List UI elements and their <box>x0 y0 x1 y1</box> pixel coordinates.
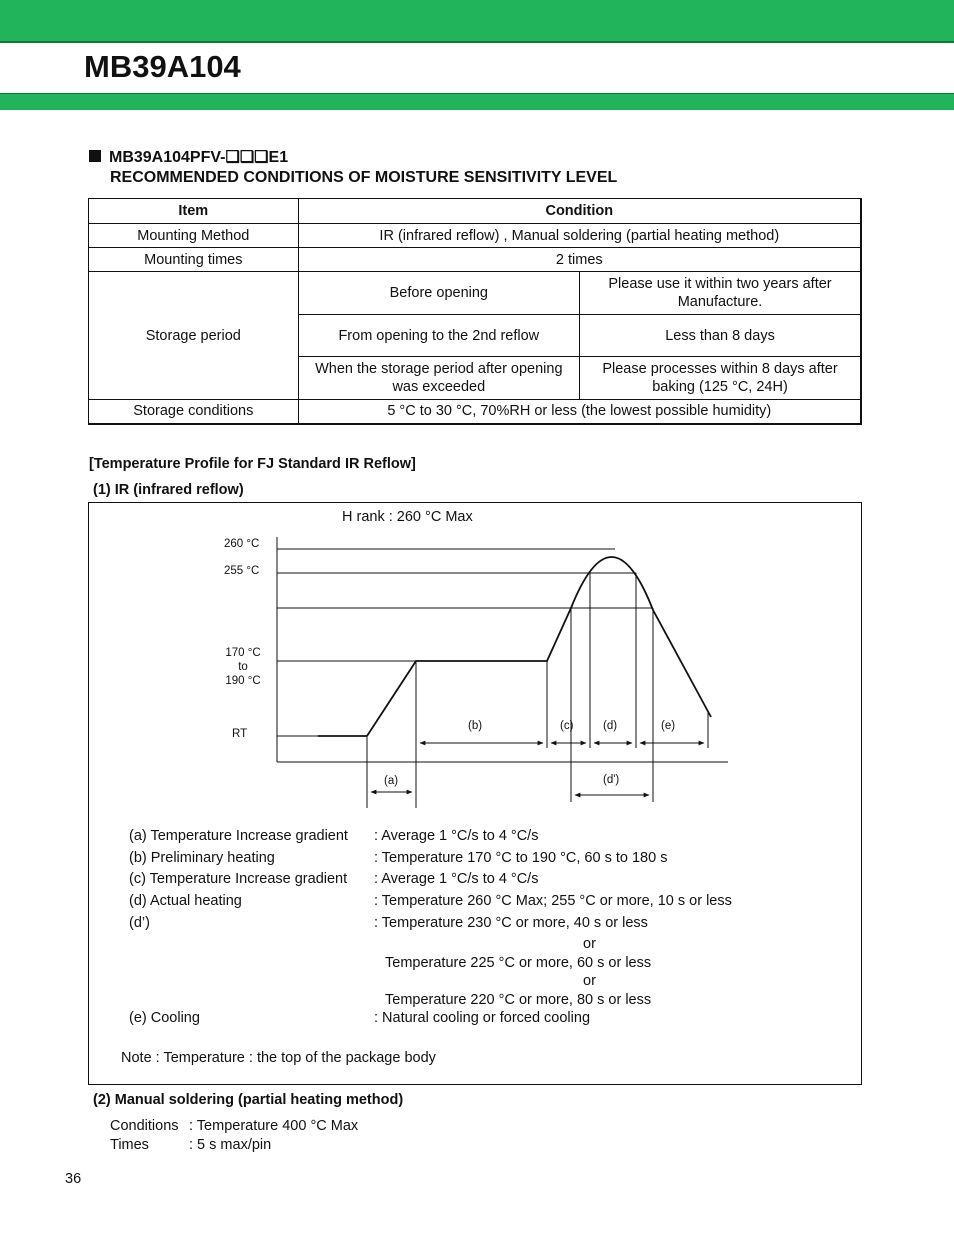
legend-or: or <box>583 973 596 990</box>
y-label-170: 170 °C <box>225 647 261 659</box>
legend-value: : Temperature 170 °C to 190 °C, 60 s to 180 s <box>374 849 668 866</box>
document-title: MB39A104 <box>84 49 241 84</box>
segment-label-a: (a) <box>384 775 399 787</box>
legend-key: (a) Temperature Increase gradient <box>129 828 348 844</box>
legend-key: (d’) <box>129 914 150 931</box>
y-label-to: to <box>238 661 248 673</box>
storage-when: From opening to the 2nd reflow <box>298 315 579 357</box>
legend-alt-1: Temperature 225 °C or more, 60 s or less <box>385 954 652 971</box>
manual-heading: (2) Manual soldering (partial heating method) <box>93 1092 404 1108</box>
legend-key: (e) Cooling <box>129 1010 200 1027</box>
legend-or: or <box>583 936 596 953</box>
section-heading-line1: MB39A104PFV-❑❑❑E1 <box>109 149 289 166</box>
segment-label-e: (e) <box>661 720 676 732</box>
manual-conditions <box>110 1118 358 1134</box>
profile-heading: [Temperature Profile for FJ Standard IR Reflow] <box>89 456 416 472</box>
legend-key: (b) Preliminary heating <box>129 849 275 866</box>
segment-label-d: (d) <box>603 720 618 732</box>
manual-conditions-label: Conditions <box>110 1118 179 1134</box>
row-item: Storage period <box>89 272 299 400</box>
storage-value: Less than 8 days <box>580 315 861 357</box>
manual-conditions-value: : Temperature 400 °C Max <box>189 1118 359 1134</box>
profile-note: Note : Temperature : the top of the package body <box>121 1050 436 1066</box>
segment-label-b: (b) <box>468 720 483 732</box>
row-value: IR (infrared reflow) , Manual soldering (partial heating method) <box>298 224 861 248</box>
temperature-curve <box>318 557 711 736</box>
ir-heading: (1) IR (infrared reflow) <box>93 482 244 498</box>
manual-times-value: : 5 s max/pin <box>189 1137 272 1153</box>
storage-when: Before opening <box>298 272 579 315</box>
page-number: 36 <box>65 1171 82 1187</box>
storage-value: Please use it within two years after Manufacture. <box>580 272 861 315</box>
legend-value: : Average 1 °C/s to 4 °C/s <box>374 871 539 888</box>
legend-key: (d) Actual heating <box>129 893 242 910</box>
legend-value: : Temperature 230 °C or more, 40 s or less <box>374 914 648 931</box>
col-header-item: Item <box>89 199 299 224</box>
manual-times-label: Times <box>110 1137 149 1153</box>
row-value: 2 times <box>298 248 861 272</box>
segment-label-d-prime: (d') <box>603 774 620 786</box>
row-item: Storage conditions <box>89 400 299 424</box>
rank-label: H rank : 260 °C Max <box>342 509 473 525</box>
storage-when: When the storage period after opening was exceeded <box>298 357 579 400</box>
y-label-190: 190 °C <box>225 675 261 687</box>
section-heading-line2: RECOMMENDED CONDITIONS OF MOISTURE SENSITIVITY LEVEL <box>110 169 618 186</box>
segment-label-c: (c) <box>560 720 574 732</box>
col-header-condition: Condition <box>298 199 861 224</box>
legend-key: (c) Temperature Increase gradient <box>129 871 348 888</box>
y-label-255: 255 °C <box>224 565 260 577</box>
row-item: Mounting Method <box>89 224 299 248</box>
row-value: 5 °C to 30 °C, 70%RH or less (the lowest possible humidity) <box>298 400 861 424</box>
y-label-260: 260 °C <box>224 538 260 550</box>
legend-value: : Natural cooling or forced cooling <box>374 1010 591 1027</box>
legend-alt-2: Temperature 220 °C or more, 80 s or less <box>385 991 652 1008</box>
manual-times <box>110 1137 271 1153</box>
storage-value: Please processes within 8 days after baking (125 °C, 24H) <box>580 357 861 400</box>
y-label-rt: RT <box>232 728 248 740</box>
row-item: Mounting times <box>89 248 299 272</box>
legend-value: : Temperature 260 °C Max; 255 °C or more, 10 s or less <box>374 893 732 910</box>
legend-value: : Average 1 °C/s to 4 °C/s <box>374 828 539 844</box>
